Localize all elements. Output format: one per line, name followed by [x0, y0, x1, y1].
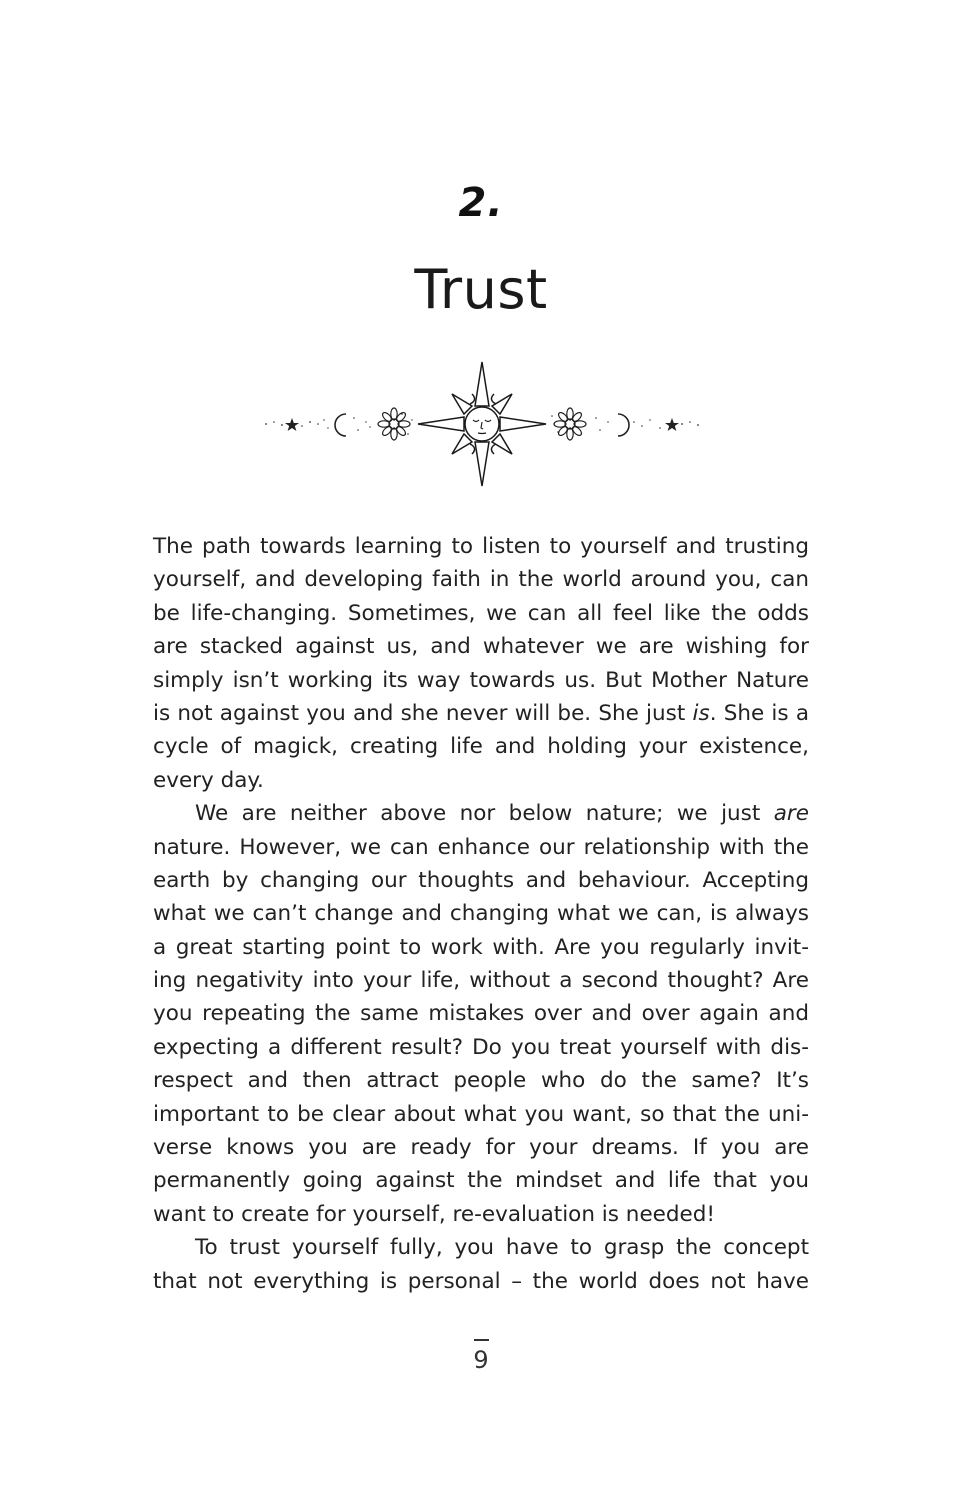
text-line: that not everything is personal – the world does not have — [153, 1268, 809, 1294]
flower-icon — [378, 408, 410, 440]
text-line: be life-changing. Sometimes, we can all feel like the odds — [153, 600, 809, 626]
page-number: 9 — [473, 1346, 489, 1374]
text-segment: We are neither above nor below nature; we just — [195, 801, 774, 827]
text-line — [153, 697, 809, 730]
crescent-moon-icon — [335, 414, 346, 436]
text-line: want to create for yourself, re-evaluation is needed! — [153, 1201, 716, 1227]
text-line: simply isn’t working its way towards us. But Mother Nature — [153, 667, 809, 693]
star-icon — [285, 418, 299, 431]
body-text — [153, 530, 809, 1298]
italic-word: are — [773, 801, 809, 827]
text-line: you repeating the same mistakes over and over again and — [153, 1001, 809, 1027]
chapter-title: Trust — [414, 258, 548, 321]
text-line: are stacked against us, and whatever we are wishing for — [153, 634, 809, 660]
text-segment: . She is a — [709, 700, 809, 726]
text-line: a great starting point to work with. Are you regularly invit- — [153, 934, 809, 960]
star-icon — [665, 418, 679, 431]
text-line: ing negativity into your life, without a second thought? Are — [153, 968, 809, 994]
text-line: nature. However, we can enhance our relationship with the — [153, 834, 809, 860]
text-line: The path towards learning to listen to yourself and trusting — [153, 534, 809, 559]
celestial-ornament — [262, 356, 702, 488]
text-line: what we can’t change and changing what we can, is always — [153, 901, 809, 927]
crescent-moon-icon — [618, 414, 629, 436]
folio-rule — [474, 1339, 489, 1341]
text-line: yourself, and developing faith in the world around you, can — [153, 567, 809, 593]
text-line — [153, 797, 809, 830]
chapter-number: 2. — [458, 180, 504, 226]
text-line: respect and then attract people who do the same? It’s — [153, 1068, 809, 1094]
text-line: earth by changing our thoughts and behaviour. Accepting — [153, 867, 809, 893]
text-line: expecting a different result? Do you treat yourself with dis- — [153, 1034, 809, 1060]
text-line: important to be clear about what you want, so that the uni- — [153, 1101, 809, 1127]
sun-face-icon — [418, 362, 546, 486]
text-line: To trust yourself fully, you have to grasp the concept — [195, 1235, 809, 1261]
italic-word: is — [692, 700, 710, 726]
text-line: verse knows you are ready for your dreams. If you are — [153, 1135, 809, 1161]
text-line: permanently going against the mindset and life that you — [153, 1168, 809, 1194]
text-segment: is not against you and she never will be. She just — [153, 700, 693, 726]
flower-icon — [554, 408, 586, 440]
text-line: cycle of magick, creating life and holding your existence, — [153, 734, 809, 760]
text-line: every day. — [153, 767, 264, 793]
